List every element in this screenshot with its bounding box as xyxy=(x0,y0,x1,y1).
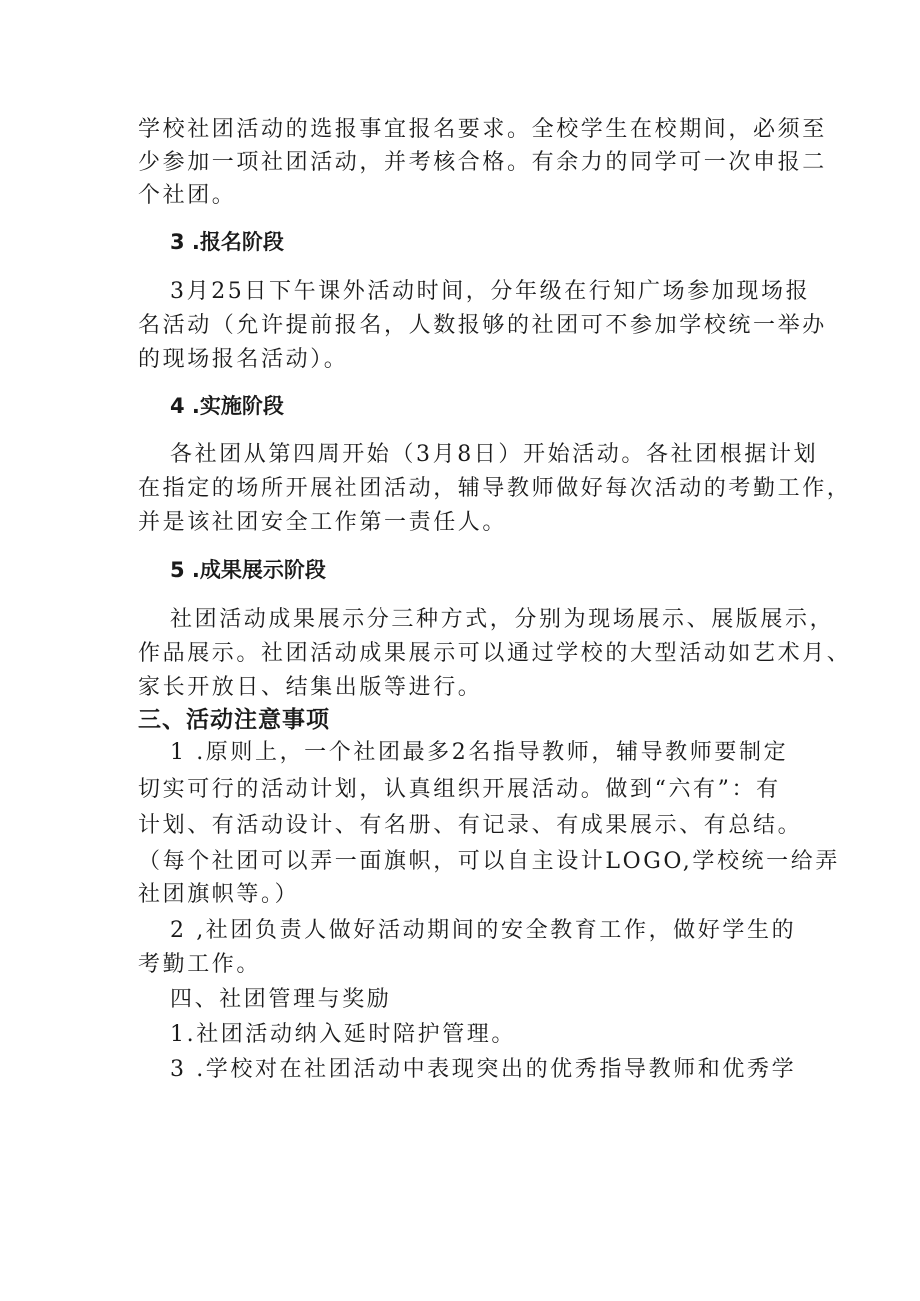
body-line: 学校社团活动的选报事宜报名要求。全校学生在校期间，必须至 xyxy=(138,117,827,142)
section-heading: 3 .报名阶段 xyxy=(170,230,284,254)
body-line: 社团旗帜等。） xyxy=(138,882,300,907)
body-line: 1.社团活动纳入延时陪护管理。 xyxy=(170,1022,516,1047)
body-line: 社团活动成果展示分三种方式，分别为现场展示、展版展示， xyxy=(170,607,835,632)
body-line: 家长开放日、结集出版等进行。 xyxy=(138,675,483,700)
body-line: 3月25日下午课外活动时间，分年级在行知广场参加现场报 xyxy=(170,279,811,304)
body-line: （每个社团可以弄一面旗帜，可以自主设计LOGO,学校统一给弄 xyxy=(138,849,840,874)
body-line: 计划、有活动设计、有名册、有记录、有成果展示、有总结。 xyxy=(138,813,803,838)
body-line: 1 .原则上，一个社团最多2名指导教师，辅导教师要制定 xyxy=(170,740,789,765)
body-line: 作品展示。社团活动成果展示可以通过学校的大型活动如艺术月、 xyxy=(138,641,852,666)
section-heading: 4 .实施阶段 xyxy=(170,394,284,418)
body-line: 3 .学校对在社团活动中表现突出的优秀指导教师和优秀学 xyxy=(170,1057,797,1082)
body-line: 名活动（允许提前报名，人数报够的社团可不参加学校统一举办 xyxy=(138,313,827,338)
body-line: 少参加一项社团活动，并考核合格。有余力的同学可一次申报二 xyxy=(138,150,827,175)
body-line: 的现场报名活动）。 xyxy=(138,347,349,372)
body-line: 2 ,社团负责人做好活动期间的安全教育工作，做好学生的 xyxy=(170,918,797,943)
section-heading: 5 .成果展示阶段 xyxy=(170,558,326,582)
chapter-heading: 四、社团管理与奖励 xyxy=(170,987,392,1012)
body-line: 个社团。 xyxy=(138,183,237,208)
chapter-heading: 三、活动注意事项 xyxy=(138,707,330,733)
body-line: 考勤工作。 xyxy=(138,952,262,977)
body-line: 并是该社团安全工作第一责任人。 xyxy=(138,510,508,535)
body-line: 在指定的场所开展社团活动，辅导教师做好每次活动的考勤工作， xyxy=(138,476,852,501)
body-line: 切实可行的活动计划，认真组织开展活动。做到“六有”：有 xyxy=(138,777,781,802)
body-line: 各社团从第四周开始（3月8日）开始活动。各社团根据计划 xyxy=(170,442,819,467)
